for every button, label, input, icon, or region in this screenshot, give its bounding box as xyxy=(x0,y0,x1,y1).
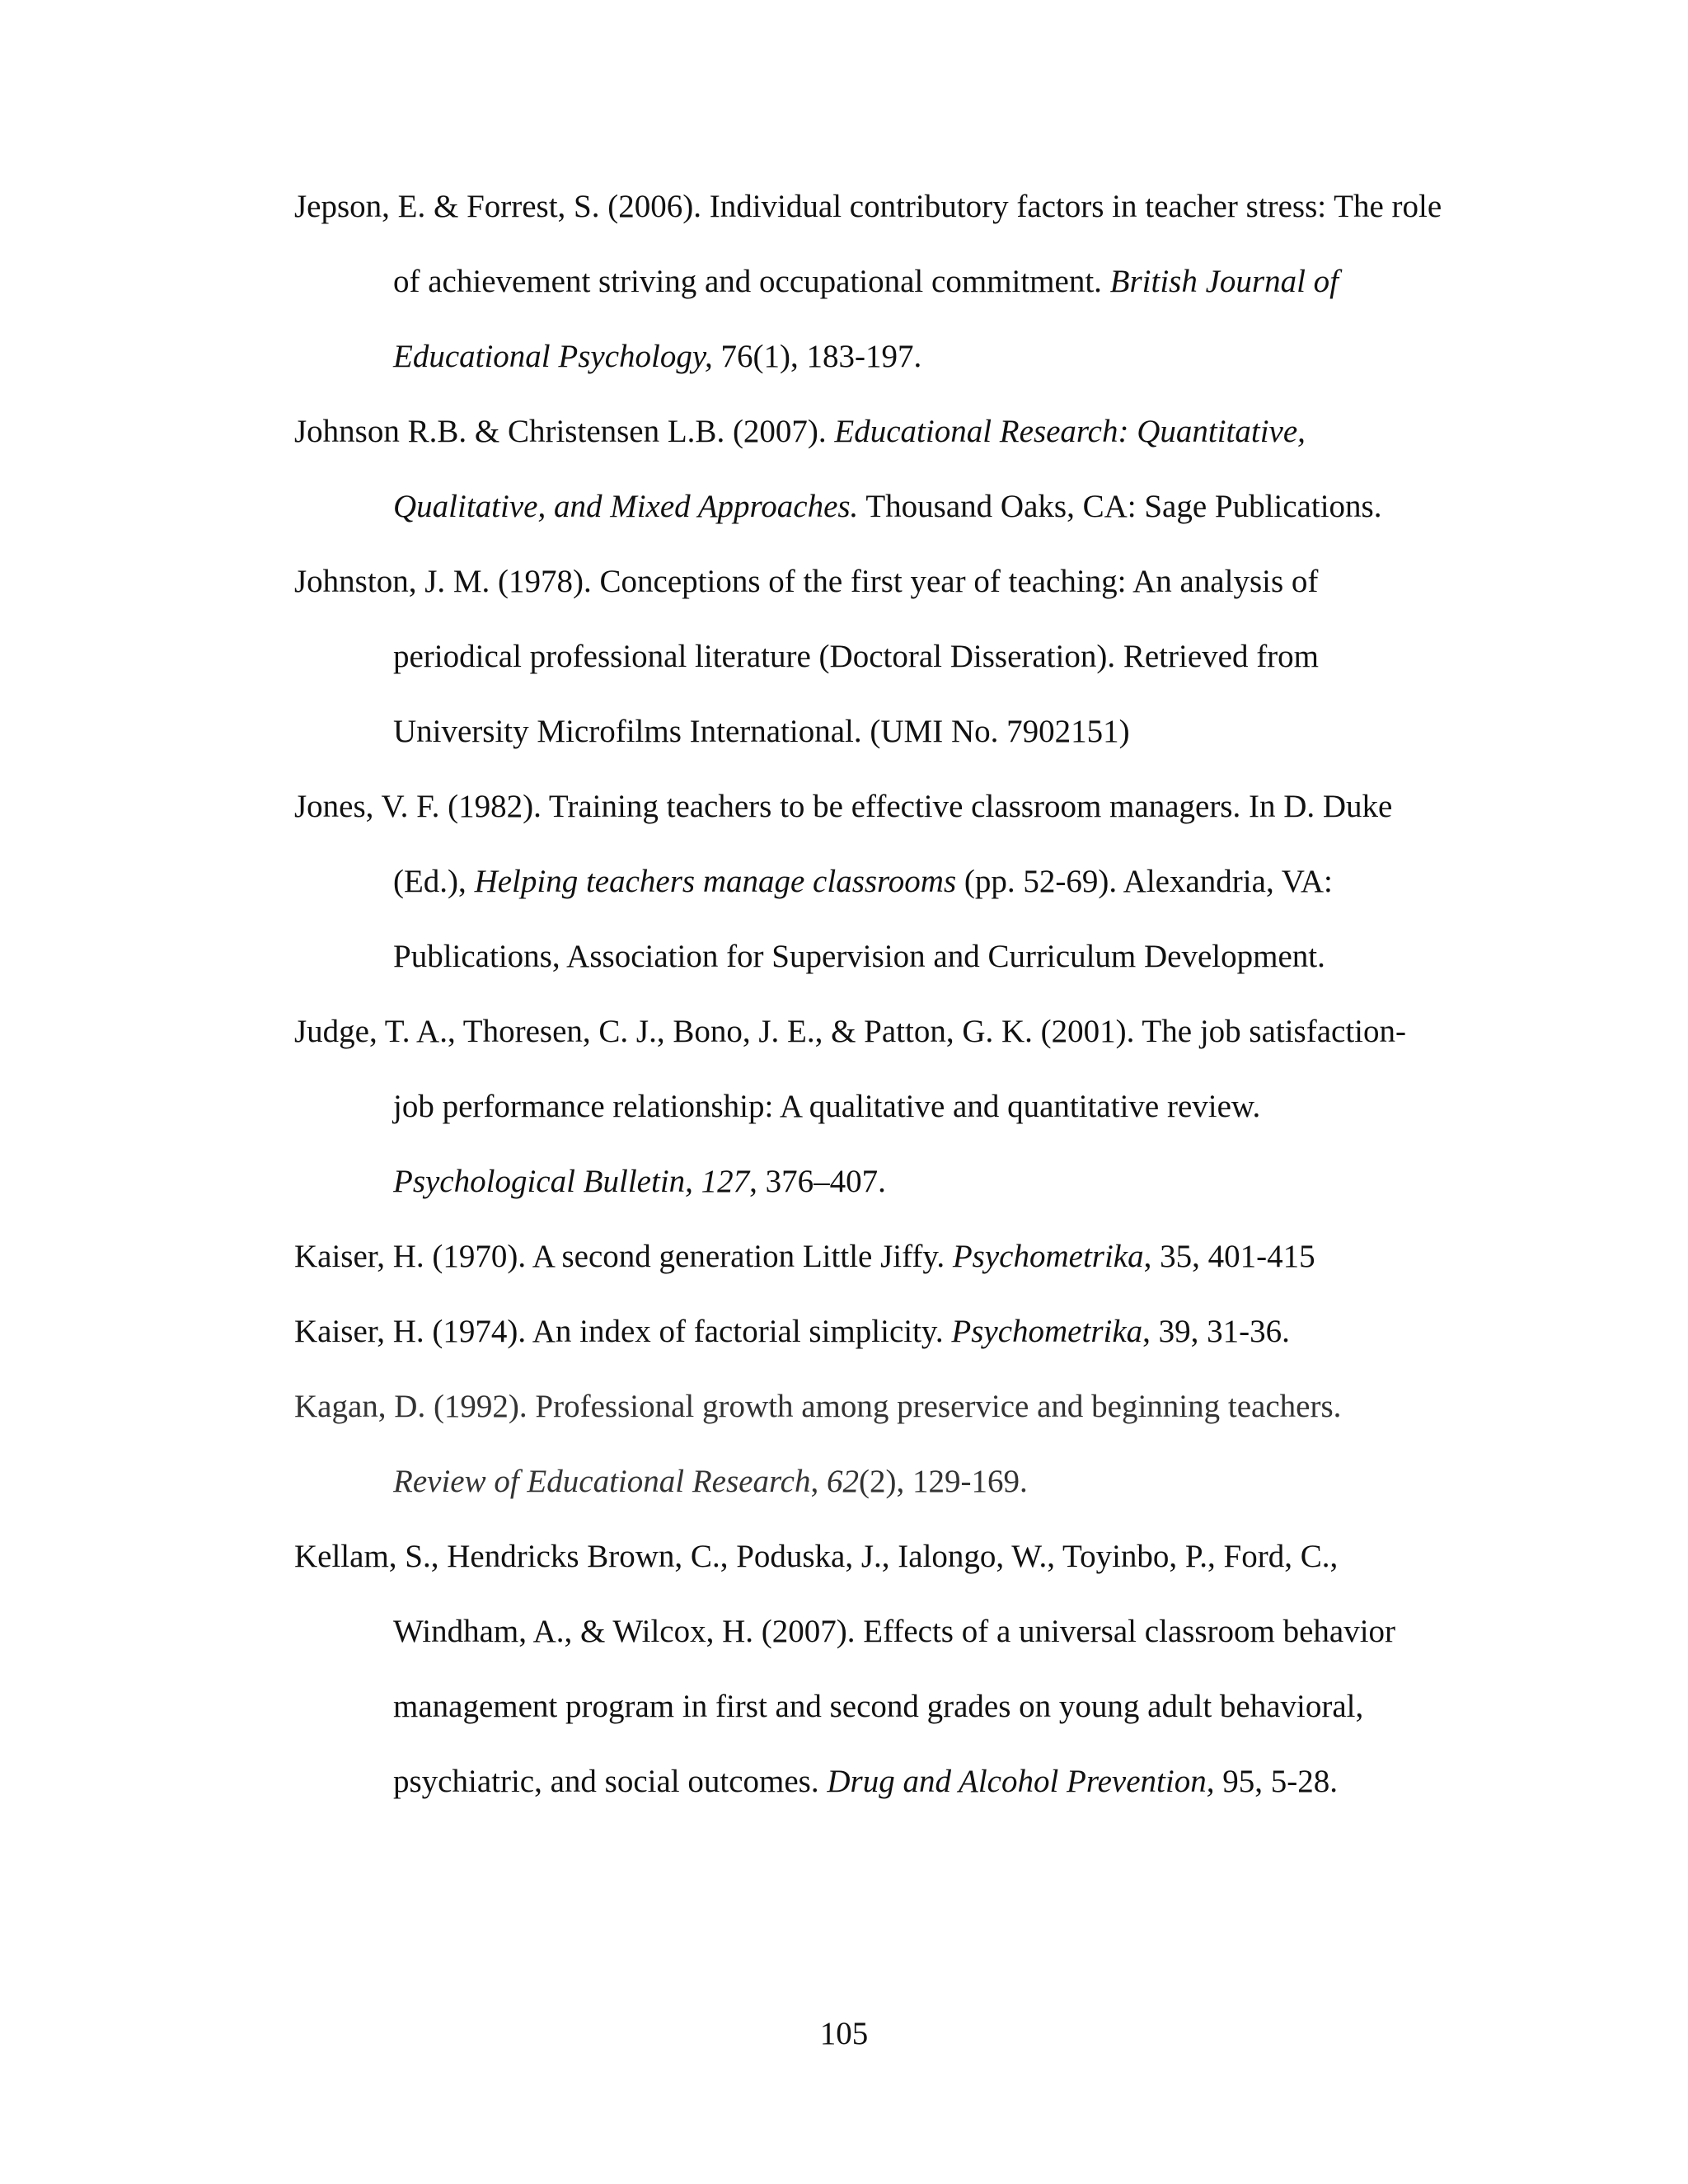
text-segment: (2), 129-169. xyxy=(859,1464,1028,1499)
italic-text: Psychometrika xyxy=(952,1239,1144,1274)
text-segment: of achievement striving and occupational commitment. xyxy=(393,264,1110,299)
italic-text: Drug and Alcohol Prevention, xyxy=(827,1764,1215,1799)
text-segment: 76(1), 183-197. xyxy=(712,339,922,374)
reference-line xyxy=(294,411,1306,452)
reference-line xyxy=(393,1161,886,1202)
reference-line xyxy=(294,561,1318,602)
reference-line xyxy=(294,1536,1338,1577)
text-segment: Jepson, E. & Forrest, S. (2006). Individual contributory factors in teacher stress: The role xyxy=(294,189,1442,224)
text-segment: , 376–407. xyxy=(749,1164,886,1199)
reference-line xyxy=(294,1011,1406,1052)
text-segment: Windham, A., & Wilcox, H. (2007). Effects of a universal classroom behavior xyxy=(393,1614,1396,1649)
italic-text: Educational Research: Quantitative, xyxy=(834,414,1306,449)
reference-line xyxy=(393,261,1339,302)
text-segment: management program in first and second grades on young adult behavioral, xyxy=(393,1689,1364,1724)
reference-line xyxy=(393,636,1319,677)
text-segment: Kagan, D. (1992). Professional growth among preservice and beginning teachers. xyxy=(294,1389,1342,1424)
text-segment: Kaiser, H. (1970). A second generation Little Jiffy. xyxy=(294,1239,953,1274)
reference-line xyxy=(393,711,1130,752)
italic-text: Helping teachers manage classrooms xyxy=(474,864,957,899)
text-segment: University Microfilms International. (UMI No. 7902151) xyxy=(393,714,1130,749)
text-segment: Publications, Association for Supervision and Curriculum Development. xyxy=(393,939,1325,974)
text-segment: (pp. 52-69). Alexandria, VA: xyxy=(956,864,1333,899)
italic-text: Review of Educational Research xyxy=(393,1464,811,1499)
reference-line xyxy=(393,861,1333,902)
reference-line xyxy=(294,1311,1290,1352)
reference-line xyxy=(393,1611,1395,1652)
reference-line xyxy=(393,1761,1338,1802)
reference-line xyxy=(393,336,921,377)
text-segment: Kellam, S., Hendricks Brown, C., Poduska, J., Ialongo, W., Toyinbo, P., Ford, C., xyxy=(294,1539,1339,1574)
reference-line xyxy=(294,1386,1341,1427)
text-segment: psychiatric, and social outcomes. xyxy=(393,1764,828,1799)
text-segment: 95, 5-28. xyxy=(1214,1764,1338,1799)
text-segment: , 35, 401-415 xyxy=(1143,1239,1315,1274)
text-segment: Johnson R.B. & Christensen L.B. (2007). xyxy=(294,414,835,449)
reference-line xyxy=(393,936,1325,977)
text-segment: Judge, T. A., Thoresen, C. J., Bono, J. E., & Patton, G. K. (2001). The job satisfaction- xyxy=(294,1014,1407,1049)
reference-line xyxy=(393,486,1381,527)
reference-line xyxy=(294,186,1442,227)
italic-text: 62 xyxy=(827,1464,859,1499)
text-segment: , xyxy=(810,1464,827,1499)
text-segment: Thousand Oaks, CA: Sage Publications. xyxy=(858,489,1382,524)
reference-line xyxy=(393,1461,1028,1502)
reference-line xyxy=(294,1236,1315,1277)
italic-text: Psychological Bulletin, 127 xyxy=(393,1164,750,1199)
italic-text: Educational Psychology, xyxy=(393,339,713,374)
text-segment: Kaiser, H. (1974). An index of factorial simplicity. xyxy=(294,1314,952,1349)
text-segment: (Ed.), xyxy=(393,864,475,899)
text-segment: periodical professional literature (Doctoral Disseration). Retrieved from xyxy=(393,639,1320,674)
text-segment: job performance relationship: A qualitative and quantitative review. xyxy=(393,1089,1261,1124)
reference-line xyxy=(294,786,1392,827)
text-segment: Jones, V. F. (1982). Training teachers to be effective classroom managers. In D. Duke xyxy=(294,789,1393,824)
reference-line xyxy=(393,1686,1363,1727)
italic-text: British Journal of xyxy=(1109,264,1339,299)
italic-text: Psychometrika xyxy=(951,1314,1143,1349)
page-number: 105 xyxy=(819,2016,869,2051)
text-segment: Johnston, J. M. (1978). Conceptions of the first year of teaching: An analysis of xyxy=(294,564,1319,599)
text-segment: , 39, 31-36. xyxy=(1142,1314,1290,1349)
italic-text: Qualitative, and Mixed Approaches. xyxy=(393,489,859,524)
reference-line xyxy=(393,1086,1260,1127)
